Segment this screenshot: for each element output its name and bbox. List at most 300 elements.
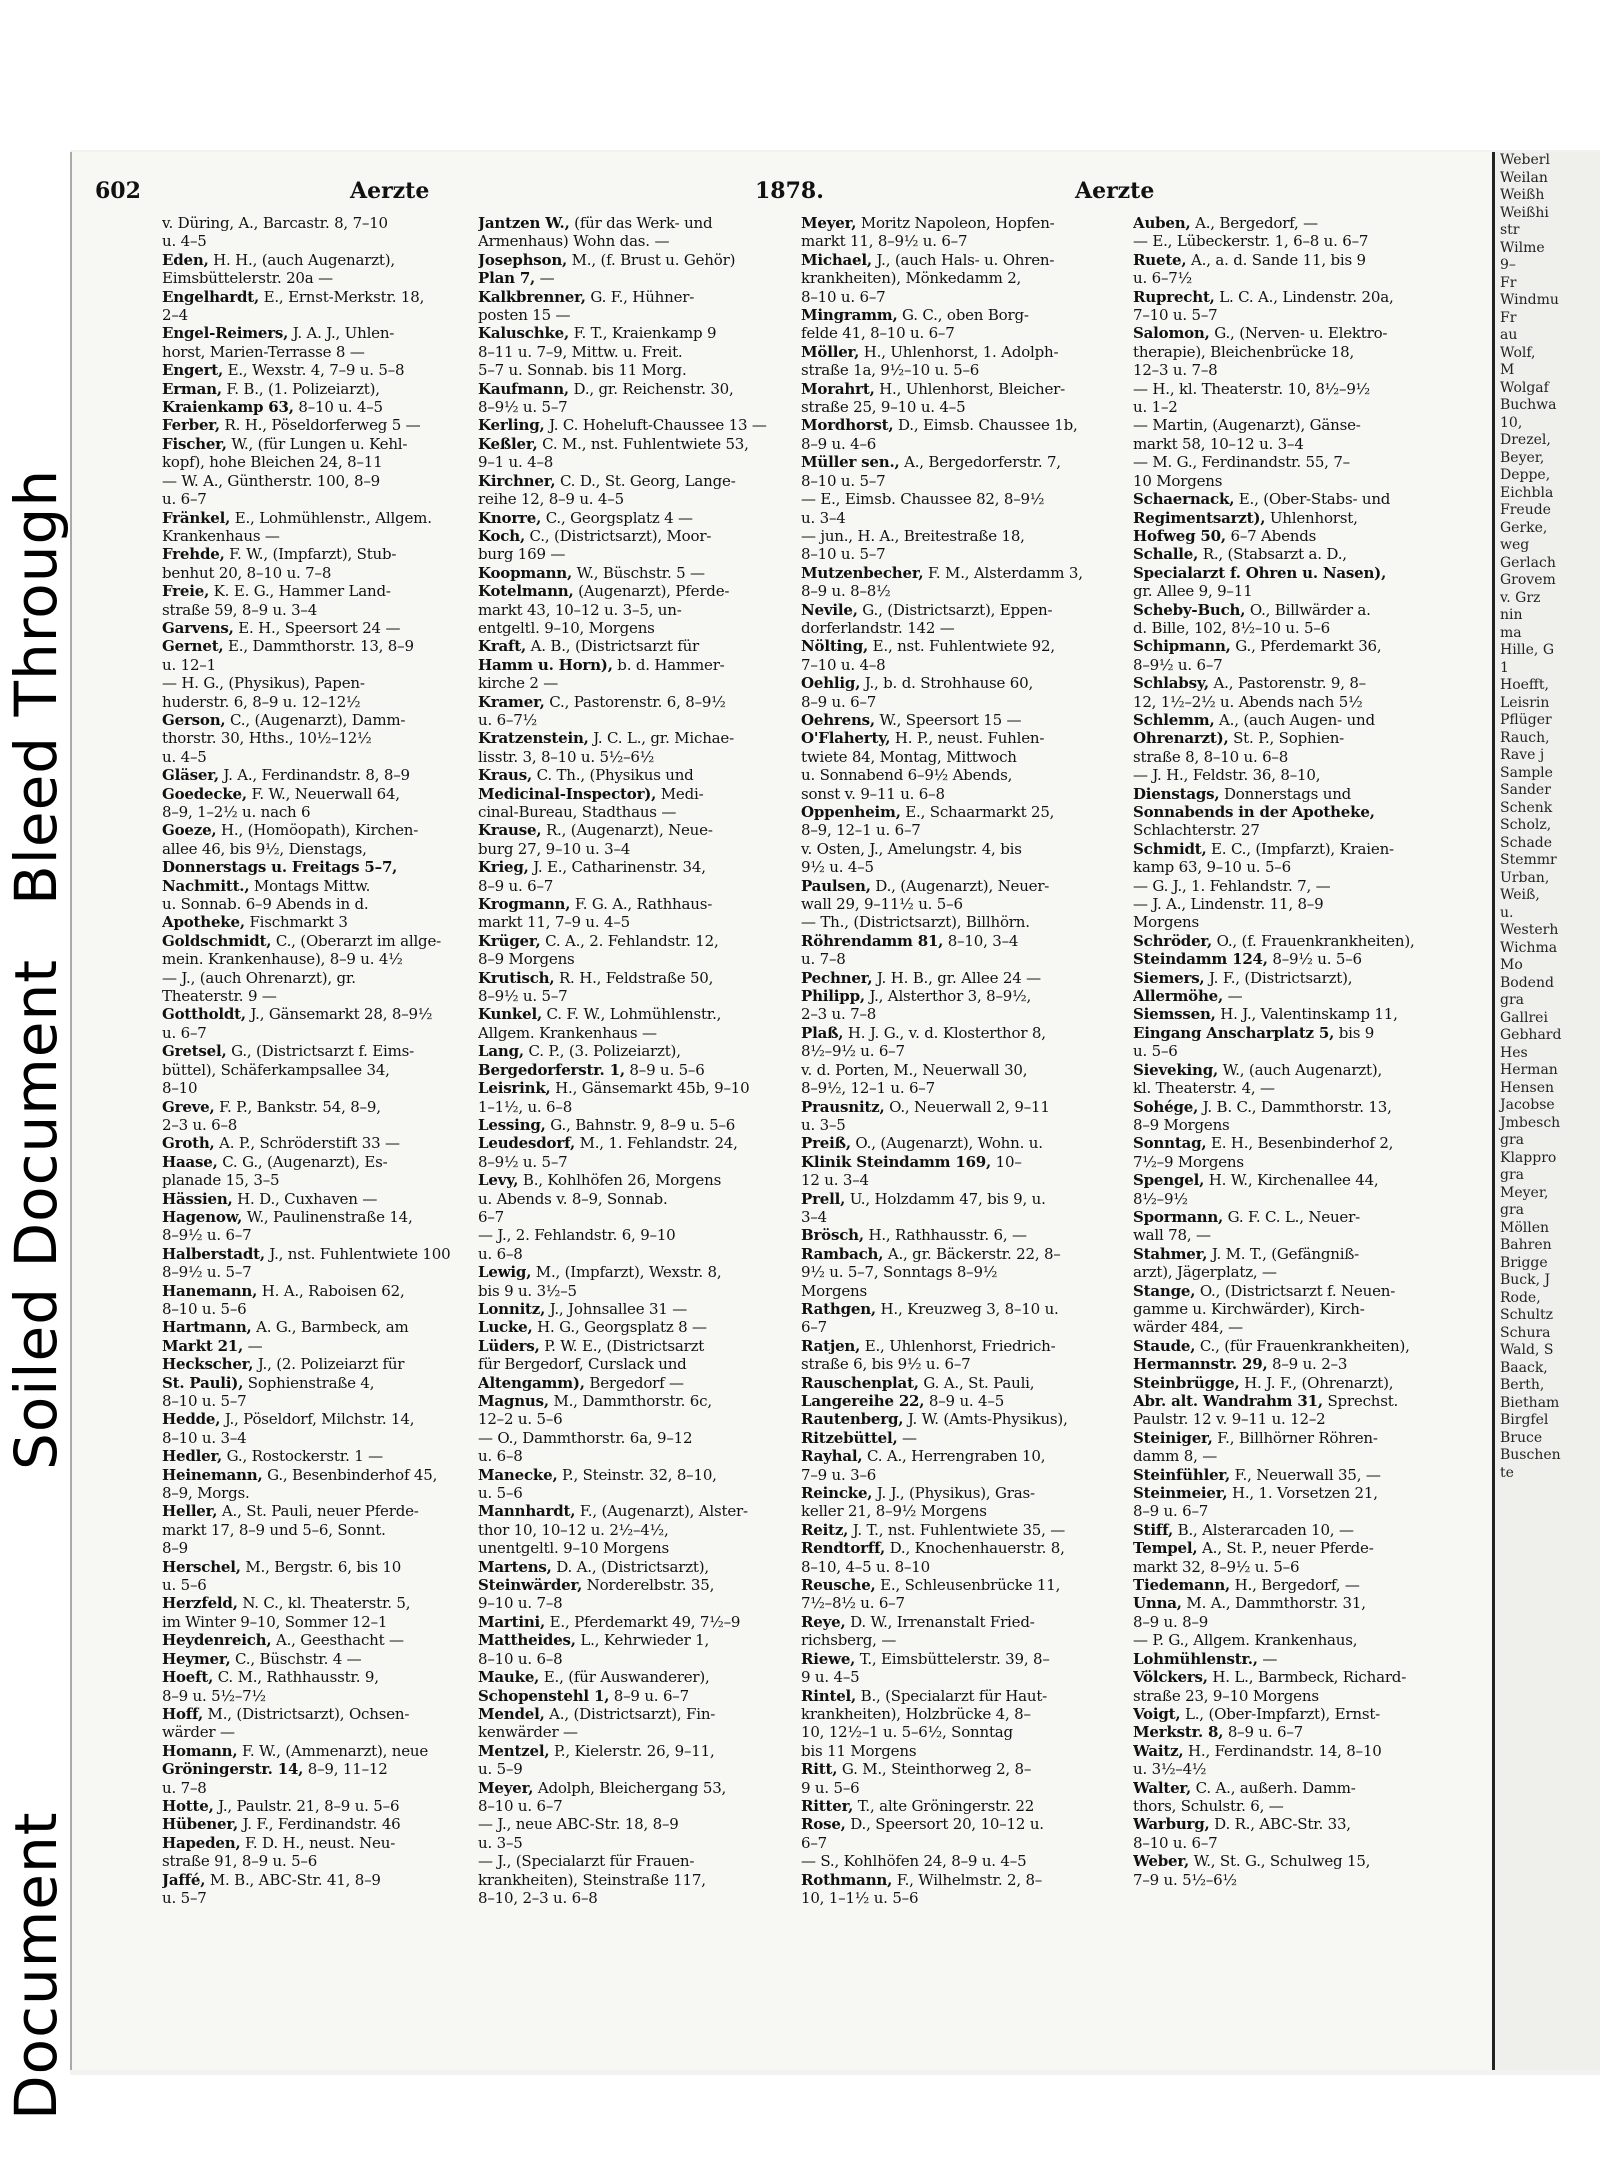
directory-entry-line: gr. Allee 9, 9–11 bbox=[1133, 582, 1253, 601]
adjacent-page-fragment: Schenk bbox=[1500, 799, 1553, 816]
directory-entry-line: Kerling, J. C. Hoheluft-Chaussee 13 — bbox=[478, 416, 767, 435]
directory-entry-line: Steinfühler, F., Neuerwall 35, — bbox=[1133, 1465, 1381, 1484]
directory-entry-line: Lucke, H. G., Georgsplatz 8 — bbox=[478, 1318, 707, 1337]
directory-entry-line: Meyer, Moritz Napoleon, Hopfen- bbox=[801, 214, 1055, 232]
directory-entry-line: 6–7 bbox=[801, 1318, 827, 1337]
directory-entry-line: u. Sonnabend 6–9½ Abends, bbox=[801, 766, 1013, 785]
directory-entry-line: Philipp, J., Alsterthor 3, 8–9½, bbox=[801, 987, 1032, 1006]
directory-entry-line: Medicinal-Inspector), Medi- bbox=[478, 784, 704, 803]
directory-entry-line: Ohrenarzt), St. P., Sophien- bbox=[1133, 729, 1345, 748]
directory-entry-line: Plan 7, — bbox=[478, 269, 555, 288]
directory-entry-line: Waitz, H., Ferdinandstr. 14, 8–10 bbox=[1133, 1741, 1382, 1760]
adjacent-page-fragment: Birgfel bbox=[1500, 1412, 1549, 1428]
directory-entry-line: Weber, W., St. G., Schulweg 15, bbox=[1133, 1852, 1371, 1871]
directory-entry-line: 7–10 u. 5–7 bbox=[1133, 306, 1218, 325]
directory-entry-line: Theaterstr. 9 — bbox=[162, 987, 277, 1006]
directory-entry-line: Steinmeier, H., 1. Vorsetzen 21, bbox=[1133, 1484, 1378, 1503]
directory-entry-line: Herschel, M., Bergstr. 6, bis 10 bbox=[162, 1557, 402, 1576]
directory-entry-line: 8–10 u. 5–7 bbox=[801, 545, 886, 564]
directory-entry-line: Sonntag, E. H., Besenbinderhof 2, bbox=[1133, 1134, 1394, 1153]
document-label: Document bbox=[2, 1811, 70, 2120]
directory-entry-line: Engelhardt, E., Ernst-Merkstr. 18, bbox=[162, 287, 425, 306]
directory-entry-line: Siemssen, H. J., Valentinskamp 11, bbox=[1133, 1005, 1398, 1024]
directory-entry-line: Ritzebüttel, — bbox=[801, 1428, 917, 1447]
directory-entry-line: Siemers, J. F., (Districtsarzt), bbox=[1133, 968, 1353, 987]
directory-entry-line: Heller, A., St. Pauli, neuer Pferde- bbox=[162, 1502, 419, 1521]
directory-entry-line: burg 27, 9–10 u. 3–4 bbox=[478, 839, 631, 858]
directory-entry-line: Allgem. Krankenhaus — bbox=[478, 1023, 657, 1042]
directory-entry-line: Gottholdt, J., Gänsemarkt 28, 8–9½ bbox=[162, 1005, 433, 1024]
directory-entry-line: Hässien, H. D., Cuxhaven — bbox=[162, 1189, 378, 1208]
directory-entry-line: Fränkel, E., Lohmühlenstr., Allgem. bbox=[162, 508, 432, 527]
directory-entry-line: u. 4–5 bbox=[162, 232, 207, 251]
directory-entry-line: markt 17, 8–9 und 5–6, Sonnt. bbox=[162, 1520, 386, 1539]
directory-entry-line: Regimentsarzt), Uhlenhorst, bbox=[1133, 508, 1358, 527]
directory-entry-line: Gröningerstr. 14, 8–9, 11–12 bbox=[162, 1760, 388, 1779]
directory-entry-line: keller 21, 8–9½ Morgens bbox=[801, 1502, 987, 1521]
directory-entry-line: — J., (Specialarzt für Frauen- bbox=[478, 1852, 695, 1871]
directory-entry-line: Steindamm 124, 8–9½ u. 5–6 bbox=[1133, 950, 1362, 969]
adjacent-page-fragment: 1 bbox=[1500, 659, 1509, 676]
directory-entry-line: markt 11, 8–9½ u. 6–7 bbox=[801, 232, 968, 251]
directory-entry-line: Hofweg 50, 6–7 Abends bbox=[1133, 526, 1317, 545]
directory-entry-line: Lohmühlenstr., — bbox=[1133, 1649, 1278, 1668]
directory-entry-line: — S., Kohlhöfen 24, 8–9 u. 4–5 bbox=[801, 1852, 1027, 1871]
directory-entry-line: 8–10, 4–5 u. 8–10 bbox=[801, 1557, 930, 1576]
directory-entry-line: Specialarzt f. Ohren u. Nasen), bbox=[1133, 563, 1387, 582]
directory-entry-line: Prausnitz, O., Neuerwall 2, 9–11 bbox=[801, 1097, 1050, 1116]
directory-entry-line: mein. Krankenhause), 8–9 u. 4½ bbox=[162, 950, 403, 969]
directory-entry-line: — jun., H. A., Breitestraße 18, bbox=[801, 526, 1025, 545]
directory-entry-line: Hartmann, A. G., Barmbeck, am bbox=[162, 1318, 409, 1337]
directory-entry-line: Hamm u. Horn), b. d. Hammer- bbox=[478, 655, 725, 674]
directory-entry-line: u. 1–2 bbox=[1133, 398, 1178, 417]
directory-entry-line: Lang, C. P., (3. Polizeiarzt), bbox=[478, 1042, 681, 1061]
directory-entry-line: 9–10 u. 7–8 bbox=[478, 1594, 563, 1613]
directory-entry-line: Martens, D. A., (Districtsarzt), bbox=[478, 1557, 709, 1576]
directory-entry-line: Nachmitt., Montags Mittw. bbox=[162, 876, 371, 895]
directory-entry-line: Gretsel, G., (Districtsarzt f. Eims- bbox=[162, 1042, 415, 1061]
directory-entry-line: Brösch, H., Rathhausstr. 6, — bbox=[801, 1226, 1027, 1245]
directory-entry-line: Kotelmann, (Augenarzt), Pferde- bbox=[478, 582, 730, 601]
directory-entry-line: 8–9½, 12–1 u. 6–7 bbox=[801, 1079, 935, 1098]
adjacent-page-fragment: Sample bbox=[1500, 764, 1553, 781]
directory-entry-line: Kraft, A. B., (Districtsarzt für bbox=[478, 637, 700, 656]
directory-entry-line: Freie, K. E. G., Hammer Land- bbox=[162, 582, 391, 601]
directory-entry-line: Merkstr. 8, 8–9 u. 6–7 bbox=[1133, 1723, 1303, 1742]
directory-entry-line: Stiff, B., Alsterarcaden 10, — bbox=[1133, 1520, 1354, 1539]
directory-entry-line: v. Düring, A., Barcastr. 8, 7–10 bbox=[162, 214, 388, 232]
directory-entry-line: Herzfeld, N. C., kl. Theaterstr. 5, bbox=[162, 1594, 411, 1613]
directory-entry-line: Krause, R., (Augenarzt), Neue- bbox=[478, 821, 713, 840]
directory-entry-line: Donnerstags u. Freitags 5–7, bbox=[162, 858, 398, 877]
directory-entry-line: 5–7 u. Sonnab. bis 11 Morg. bbox=[478, 361, 687, 380]
directory-entry-line: benhut 20, 8–10 u. 7–8 bbox=[162, 563, 332, 582]
directory-entry-line: Kunkel, C. F. W., Lohmühlenstr., bbox=[478, 1005, 722, 1024]
directory-entry-line: straße 23, 9–10 Morgens bbox=[1133, 1686, 1319, 1705]
directory-entry-line: 8–11 u. 7–9, Mittw. u. Freit. bbox=[478, 342, 683, 361]
header-title-left: Aerzte bbox=[350, 178, 430, 204]
directory-entry-line: Hanemann, H. A., Raboisen 62, bbox=[162, 1281, 405, 1300]
directory-entry-line: Ratjen, E., Uhlenhorst, Friedrich- bbox=[801, 1336, 1056, 1355]
directory-entry-line: büttel), Schäferkampsallee 34, bbox=[162, 1060, 390, 1079]
directory-entry-line: 8–9 u. 8–8½ bbox=[801, 582, 891, 601]
directory-entry-line: Morgens bbox=[1133, 913, 1199, 932]
adjacent-page-fragment: Gebhard bbox=[1500, 1027, 1562, 1043]
directory-entry-line: Spormann, G. F. C. L., Neuer- bbox=[1133, 1207, 1360, 1226]
directory-entry-line: u. 3–5 bbox=[801, 1115, 846, 1134]
adjacent-page-fragment: Schade bbox=[1500, 834, 1553, 851]
adjacent-page-fragment: Herman bbox=[1500, 1062, 1558, 1078]
adjacent-page-fragment: Rode, bbox=[1500, 1289, 1541, 1306]
directory-entry-line: Erman, F. B., (1. Polizeiarzt), bbox=[162, 379, 380, 398]
directory-entry-line: unentgeltl. 9–10 Morgens bbox=[478, 1539, 670, 1558]
directory-entry-line: Morgens bbox=[801, 1281, 867, 1300]
directory-entry-line: Pechner, J. H. B., gr. Allee 24 — bbox=[801, 968, 1041, 987]
directory-entry-line: St. Pauli), Sophienstraße 4, bbox=[162, 1373, 375, 1392]
adjacent-page-fragment: Buschen bbox=[1500, 1447, 1561, 1463]
directory-entry-line: 7½–9 Morgens bbox=[1133, 1152, 1244, 1171]
adjacent-page-fragment: Jacobse bbox=[1500, 1097, 1555, 1113]
directory-entry-line: Stahmer, J. M. T., (Gefängniß- bbox=[1133, 1244, 1360, 1263]
directory-entry-line: Völckers, H. L., Barmbeck, Richard- bbox=[1133, 1668, 1407, 1687]
directory-entry-line: Kaufmann, D., gr. Reichenstr. 30, bbox=[478, 379, 734, 398]
directory-entry-line: 9–1 u. 4–8 bbox=[478, 453, 554, 472]
directory-entry-line: Schlemm, A., (auch Augen- und bbox=[1133, 710, 1375, 729]
adjacent-page-fragment: Jmbesch bbox=[1500, 1114, 1561, 1131]
directory-entry-line: u. 6–7½ bbox=[478, 710, 537, 729]
adjacent-page-fragment: Hensen bbox=[1500, 1079, 1554, 1096]
directory-entry-line: Heckscher, J., (2. Polizeiarzt für bbox=[162, 1355, 405, 1374]
adjacent-page-fragment: Urban, bbox=[1500, 869, 1550, 886]
adjacent-page-fragment: Wichma bbox=[1500, 939, 1558, 956]
directory-entry-line: kl. Theaterstr. 4, — bbox=[1133, 1079, 1275, 1098]
adjacent-page-fragment: Möllen bbox=[1500, 1219, 1550, 1236]
directory-entry-line: wall 29, 9–11½ u. 5–6 bbox=[801, 895, 963, 914]
scan-top-margin bbox=[70, 0, 1600, 150]
directory-entry-line: Möller, H., Uhlenhorst, 1. Adolph- bbox=[801, 342, 1059, 361]
adjacent-page-fragment: Freude bbox=[1500, 502, 1551, 518]
directory-entry-line: — Th., (Districtsarzt), Billhörn. bbox=[801, 913, 1030, 932]
directory-entry-line: Engert, E., Wexstr. 4, 7–9 u. 5–8 bbox=[162, 361, 405, 380]
adjacent-page-fragment: Drezel, bbox=[1500, 432, 1551, 448]
directory-entry-line: Schaernack, E., (Ober-Stabs- und bbox=[1133, 490, 1391, 509]
directory-entry-line: — E., Lübeckerstr. 1, 6–8 u. 6–7 bbox=[1133, 232, 1369, 251]
directory-entry-line: Stange, O., (Districtsarzt f. Neuen- bbox=[1133, 1281, 1396, 1300]
directory-entry-line: Lessing, G., Bahnstr. 9, 8–9 u. 5–6 bbox=[478, 1115, 736, 1134]
directory-entry-line: Apotheke, Fischmarkt 3 bbox=[162, 913, 348, 932]
page-number: 602 bbox=[95, 178, 141, 204]
directory-entry-line: Jaffé, M. B., ABC-Str. 41, 8–9 bbox=[162, 1870, 381, 1889]
directory-entry-line: 8–9 u. 5½–7½ bbox=[162, 1686, 266, 1705]
directory-entry-line: 2–3 u. 7–8 bbox=[801, 1005, 877, 1024]
directory-entry-line: Hedler, G., Rostockerstr. 1 — bbox=[162, 1447, 383, 1466]
directory-entry-line: arzt), Jägerplatz, — bbox=[1133, 1263, 1277, 1282]
adjacent-page-fragment: Mo bbox=[1500, 957, 1523, 973]
directory-entry-line: Schmidt, E. C., (Impfarzt), Kraien- bbox=[1133, 839, 1394, 858]
directory-entry-line: Mauke, E., (für Auswanderer), bbox=[478, 1668, 710, 1687]
directory-entry-line: Ruprecht, L. C. A., Lindenstr. 20a, bbox=[1133, 287, 1394, 306]
adjacent-page-fragment: Buchwa bbox=[1500, 397, 1557, 413]
directory-entry-line: Heydenreich, A., Geesthacht — bbox=[162, 1631, 404, 1650]
soiled-document-label: Soiled Document bbox=[2, 959, 70, 1470]
directory-entry-line: 8–10, 2–3 u. 6–8 bbox=[478, 1888, 598, 1907]
directory-entry-line: 8–9 u. 6–7 bbox=[478, 876, 554, 895]
directory-entry-line: — J., (auch Ohrenarzt), gr. bbox=[162, 968, 356, 987]
directory-entry-line: Kaluschke, F. T., Kraienkamp 9 bbox=[478, 324, 717, 343]
directory-entry-line: — O., Dammthorstr. 6a, 9–12 bbox=[478, 1428, 693, 1447]
directory-entry-line: Koch, C., (Districtsarzt), Moor- bbox=[478, 526, 712, 545]
directory-entry-line: Mingramm, G. C., oben Borg- bbox=[801, 306, 1029, 325]
directory-entry-line: sonst v. 9–11 u. 6–8 bbox=[801, 784, 945, 803]
directory-entry-line: reihe 12, 8–9 u. 4–5 bbox=[478, 490, 624, 509]
directory-entry-line: Altengamm), Bergedorf — bbox=[478, 1373, 684, 1392]
directory-entry-line: Reye, D. W., Irrenanstalt Fried- bbox=[801, 1612, 1035, 1631]
page-header bbox=[95, 178, 1155, 208]
directory-entry-line: krankheiten), Mönkedamm 2, bbox=[801, 269, 1022, 288]
directory-entry-line: 8–9 u. 8–9 bbox=[1133, 1612, 1209, 1631]
directory-entry-line: u. 6–7½ bbox=[1133, 269, 1192, 288]
directory-entry-line: Hagenow, W., Paulinenstraße 14, bbox=[162, 1207, 413, 1226]
directory-entry-line: 9 u. 5–6 bbox=[801, 1778, 860, 1797]
directory-entry-line: u. 3½–4½ bbox=[1133, 1760, 1207, 1779]
directory-entry-line: markt 58, 10–12 u. 3–4 bbox=[1133, 434, 1304, 453]
directory-entry-line: straße 6, bis 9½ u. 6–7 bbox=[801, 1355, 971, 1374]
adjacent-page-fragment: 10, bbox=[1500, 414, 1523, 431]
adjacent-page-fragment: Westerh bbox=[1500, 922, 1559, 938]
directory-entry-line: straße 91, 8–9 u. 5–6 bbox=[162, 1852, 318, 1871]
directory-entry-line: Ritt, G. M., Steinthorweg 2, 8– bbox=[801, 1760, 1032, 1779]
directory-entry-line: Langereihe 22, 8–9 u. 4–5 bbox=[801, 1392, 1005, 1410]
directory-entry-line: Eingang Anscharplatz 5, bis 9 bbox=[1133, 1023, 1375, 1042]
directory-entry-line: Keßler, C. M., nst. Fuhlentwiete 53, bbox=[478, 434, 749, 453]
directory-entry-line: 8–10 u. 3–4 bbox=[162, 1428, 247, 1447]
header-title-right: Aerzte bbox=[1075, 178, 1155, 204]
directory-entry-line: Preiß, O., (Augenarzt), Wohn. u. bbox=[801, 1134, 1043, 1153]
directory-entry-line: Levy, B., Kohlhöfen 26, Morgens bbox=[478, 1171, 722, 1190]
directory-entry-line: 8–9 u. 6–7 bbox=[801, 692, 877, 711]
directory-entry-line: Homann, F. W., (Ammenarzt), neue bbox=[162, 1741, 429, 1760]
directory-entry-line: Leisrink, H., Gänsemarkt 45b, 9–10 bbox=[478, 1079, 750, 1098]
directory-entry-line: Reitz, J. T., nst. Fuhlentwiete 35, — bbox=[801, 1520, 1066, 1539]
directory-entry-line: 8–10 bbox=[162, 1079, 198, 1098]
directory-entry-line: 9½ u. 4–5 bbox=[801, 858, 874, 877]
directory-entry-line: richsberg, — bbox=[801, 1631, 897, 1650]
directory-entry-line: Krieg, J. E., Catharinenstr. 34, bbox=[478, 858, 706, 877]
directory-entry-line: Dienstags, Donnerstags und bbox=[1133, 784, 1352, 803]
adjacent-page-fragment: Baack, bbox=[1500, 1359, 1548, 1376]
directory-entry-line: 7½–8½ u. 6–7 bbox=[801, 1594, 905, 1613]
directory-entry-line: — J., neue ABC-Str. 18, 8–9 bbox=[478, 1815, 679, 1834]
directory-entry-line: 8–10 u. 6–7 bbox=[801, 287, 886, 306]
directory-entry-line: Unna, M. A., Dammthorstr. 31, bbox=[1133, 1594, 1366, 1613]
directory-entry-line: Kramer, C., Pastorenstr. 6, 8–9½ bbox=[478, 692, 726, 711]
directory-entry-line: bis 9 u. 3½–5 bbox=[478, 1281, 577, 1300]
directory-entry-line: u. 3–5 bbox=[478, 1833, 523, 1852]
adjacent-page-fragment: Windmu bbox=[1500, 292, 1559, 308]
adjacent-page-fragment: Stemmr bbox=[1500, 852, 1557, 868]
directory-entry-line: 8–9½ u. 5–7 bbox=[478, 1152, 568, 1171]
directory-entry-line: wärder — bbox=[162, 1723, 235, 1742]
directory-entry-line: — G. J., 1. Fehlandstr. 7, — bbox=[1133, 876, 1331, 895]
directory-entry-line: Oehrens, W., Speersort 15 — bbox=[801, 710, 1022, 729]
directory-entry-line: Kraienkamp 63, 8–10 u. 4–5 bbox=[162, 398, 383, 417]
directory-entry-line: Allermöhe, — bbox=[1133, 987, 1243, 1006]
directory-entry-line: u. 3–4 bbox=[801, 508, 846, 527]
directory-entry-line: Sonnabends in der Apotheke, bbox=[1133, 803, 1375, 821]
directory-entry-line: 7–10 u. 4–8 bbox=[801, 655, 886, 674]
adjacent-page-fragment: Wald, S bbox=[1500, 1342, 1554, 1358]
directory-entry-line: burg 169 — bbox=[478, 545, 566, 564]
directory-entry-line: wärder 484, — bbox=[1133, 1318, 1243, 1337]
directory-entry-line: Abr. alt. Wandrahm 31, Sprechst. bbox=[1133, 1392, 1399, 1410]
directory-entry-line: thorstr. 30, Hths., 10½–12½ bbox=[162, 729, 372, 748]
directory-entry-line: felde 41, 8–10 u. 6–7 bbox=[801, 324, 955, 343]
directory-entry-line: Mattheides, L., Kehrwieder 1, bbox=[478, 1631, 710, 1650]
directory-entry-line: Hoeft, C. M., Rathhausstr. 9, bbox=[162, 1668, 379, 1687]
adjacent-page-fragment: Buck, J bbox=[1500, 1272, 1551, 1288]
directory-entry-line: Hedde, J., Pöseldorf, Milchstr. 14, bbox=[162, 1410, 415, 1429]
directory-entry-line: 7–9 u. 3–6 bbox=[801, 1465, 877, 1484]
directory-entry-line: Hermannstr. 29, 8–9 u. 2–3 bbox=[1133, 1355, 1348, 1374]
directory-entry-line: Hotte, J., Paulstr. 21, 8–9 u. 5–6 bbox=[162, 1796, 400, 1815]
directory-entry-line: Sohége, J. B. C., Dammthorstr. 13, bbox=[1133, 1097, 1392, 1116]
directory-entry-line: kamp 63, 9–10 u. 5–6 bbox=[1133, 858, 1291, 877]
directory-entry-line: Sieveking, W., (auch Augenarzt), bbox=[1133, 1060, 1383, 1079]
directory-entry-line: Eden, H. H., (auch Augenarzt), bbox=[162, 250, 395, 269]
adjacent-page-fragment: Eichbla bbox=[1500, 484, 1554, 501]
directory-entry-line: Koopmann, W., Büschstr. 5 — bbox=[478, 563, 705, 582]
directory-column-3 bbox=[801, 214, 1101, 2064]
adjacent-page-fragment: gra bbox=[1500, 1202, 1525, 1218]
directory-entry-line: Rauschenplat, G. A., St. Pauli, bbox=[801, 1373, 1035, 1392]
directory-entry-line: Heymer, C., Büschstr. 4 — bbox=[162, 1649, 362, 1668]
directory-entry-line: Krankenhaus — bbox=[162, 526, 280, 545]
directory-entry-line: Ruete, A., a. d. Sande 11, bis 9 bbox=[1133, 250, 1366, 269]
directory-entry-line: Ritter, T., alte Gröningerstr. 22 bbox=[801, 1796, 1035, 1815]
adjacent-page-fragment: gra bbox=[1500, 992, 1525, 1008]
directory-entry-line: 7–9 u. 5½–6½ bbox=[1133, 1870, 1237, 1889]
adjacent-page-fragment: Gallrei bbox=[1500, 1009, 1548, 1026]
directory-entry-line: bis 11 Morgens bbox=[801, 1741, 917, 1760]
directory-entry-line: Staude, C., (für Frauenkrankheiten), bbox=[1133, 1336, 1410, 1355]
directory-entry-line: — J. A., Lindenstr. 11, 8–9 bbox=[1133, 895, 1324, 914]
directory-entry-line: thors, Schulstr. 6, — bbox=[1133, 1796, 1284, 1815]
directory-entry-line: v. d. Porten, M., Neuerwall 30, bbox=[801, 1060, 1028, 1079]
directory-entry-line: Paulstr. 12 v. 9–11 u. 12–2 bbox=[1133, 1410, 1326, 1429]
directory-entry-line: u. 6–7 bbox=[162, 1023, 207, 1042]
directory-entry-line: Krutisch, R. H., Feldstraße 50, bbox=[478, 968, 714, 987]
directory-entry-line: u. 5–7 bbox=[162, 1888, 207, 1907]
adjacent-page-fragment: Wilme bbox=[1500, 239, 1545, 256]
directory-entry-line: Paulsen, D., (Augenarzt), Neuer- bbox=[801, 876, 1050, 895]
directory-entry-line: Lonnitz, J., Johnsallee 31 — bbox=[478, 1299, 688, 1318]
directory-entry-line: Reincke, J. J., (Physikus), Gras- bbox=[801, 1484, 1035, 1503]
directory-entry-line: 8–9, 12–1 u. 6–7 bbox=[801, 821, 921, 840]
directory-entry-line: Oehlig, J., b. d. Strohhause 60, bbox=[801, 674, 1034, 693]
directory-entry-line: Rambach, A., gr. Bäckerstr. 22, 8– bbox=[801, 1244, 1061, 1263]
directory-entry-line: cinal-Bureau, Stadthaus — bbox=[478, 803, 677, 821]
directory-entry-line: 8–9 Morgens bbox=[478, 950, 575, 969]
adjacent-page-fragment: Hoefft, bbox=[1500, 677, 1549, 693]
directory-entry-line: Manecke, P., Steinstr. 32, 8–10, bbox=[478, 1465, 717, 1484]
adjacent-page-fragment: str bbox=[1500, 222, 1520, 238]
directory-entry-line: 8–9, Morgs. bbox=[162, 1484, 250, 1503]
directory-entry-line: Walter, C. A., außerh. Damm- bbox=[1133, 1778, 1356, 1797]
directory-entry-line: Rautenberg, J. W. (Amts-Physikus), bbox=[801, 1410, 1068, 1429]
adjacent-page-fragment: Hes bbox=[1500, 1044, 1528, 1061]
directory-entry-line: Nevile, G., (Districtsarzt), Eppen- bbox=[801, 600, 1053, 619]
directory-entry-line: Magnus, M., Dammthorstr. 6c, bbox=[478, 1392, 712, 1410]
directory-entry-line: Steinbrügge, H. J. F., (Ohrenarzt), bbox=[1133, 1373, 1394, 1392]
directory-entry-line: Voigt, L., (Ober-Impfarzt), Ernst- bbox=[1133, 1704, 1381, 1723]
adjacent-page-fragment: Hille, G bbox=[1500, 642, 1555, 658]
directory-entry-line: 8–9½ u. 6–7 bbox=[162, 1226, 252, 1245]
directory-entry-line: 6–7 bbox=[478, 1207, 504, 1226]
directory-entry-line: u. Sonnab. 6–9 Abends in d. bbox=[162, 895, 369, 914]
adjacent-page-fragment: te bbox=[1500, 1464, 1514, 1481]
directory-entry-line: — H. G., (Physikus), Papen- bbox=[162, 674, 365, 693]
bleed-through-label: Bleed Through bbox=[2, 468, 70, 905]
adjacent-page-fragment: Klappro bbox=[1500, 1149, 1557, 1166]
directory-entry-line: Mentzel, P., Kielerstr. 26, 9–11, bbox=[478, 1741, 715, 1760]
directory-entry-line: markt 32, 8–9½ u. 5–6 bbox=[1133, 1557, 1300, 1576]
directory-entry-line: 6–7 bbox=[801, 1833, 827, 1852]
directory-entry-line: krankheiten), Steinstraße 117, bbox=[478, 1870, 706, 1889]
directory-entry-line: Mutzenbecher, F. M., Alsterdamm 3, bbox=[801, 563, 1083, 582]
directory-entry-line: horst, Marien-Terrasse 8 — bbox=[162, 342, 365, 361]
directory-entry-line: Schröder, O., (f. Frauenkrankheiten), bbox=[1133, 931, 1415, 950]
adjacent-page-fragment: Leisrin bbox=[1500, 694, 1550, 711]
directory-entry-line: kirche 2 — bbox=[478, 674, 559, 693]
directory-entry-line: 8–10 u. 5–7 bbox=[162, 1392, 247, 1410]
directory-entry-line: Fischer, W., (für Lungen u. Kehl- bbox=[162, 434, 408, 453]
directory-entry-line: straße 8, 8–10 u. 6–8 bbox=[1133, 747, 1289, 766]
adjacent-page-fragment: 9– bbox=[1500, 257, 1516, 273]
directory-entry-line: Goeze, H., (Homöopath), Kirchen- bbox=[162, 821, 419, 840]
directory-entry-line: Morahrt, H., Uhlenhorst, Bleicher- bbox=[801, 379, 1065, 398]
directory-entry-line: u. 7–8 bbox=[801, 950, 846, 969]
directory-entry-line: u. 4–5 bbox=[162, 747, 207, 766]
adjacent-page-fragment: Fr bbox=[1500, 274, 1517, 291]
directory-entry-line: huderstr. 6, 8–9 u. 12–12½ bbox=[162, 692, 361, 711]
directory-entry-line: 9½ u. 5–7, Sonntags 8–9½ bbox=[801, 1263, 998, 1282]
directory-entry-line: Hapeden, F. D. H., neust. Neu- bbox=[162, 1833, 396, 1852]
directory-entry-line: Halberstadt, J., nst. Fuhlentwiete 100 bbox=[162, 1244, 451, 1263]
directory-entry-line: Rendtorff, D., Knochenhauerstr. 8, bbox=[801, 1539, 1065, 1558]
directory-entry-line: Greve, F. P., Bankstr. 54, 8–9, bbox=[162, 1097, 381, 1116]
directory-entry-line: twiete 84, Montag, Mittwoch bbox=[801, 747, 1017, 766]
adjacent-page-fragment: v. Grz bbox=[1500, 589, 1541, 606]
directory-entry-line: Kirchner, C. D., St. Georg, Lange- bbox=[478, 471, 736, 490]
directory-entry-line: Kraus, C. Th., (Physikus und bbox=[478, 766, 694, 785]
directory-entry-line: 8–9½ u. 5–7 bbox=[478, 398, 568, 417]
directory-entry-line: Knorre, C., Georgsplatz 4 — bbox=[478, 508, 693, 527]
directory-entry-line: Tiedemann, H., Bergedorf, — bbox=[1133, 1576, 1360, 1595]
directory-entry-line: 8–10 u. 6–7 bbox=[478, 1796, 563, 1815]
directory-entry-line: 8–9½ u. 5–7 bbox=[162, 1263, 252, 1282]
directory-entry-line: Rintel, B., (Specialarzt für Haut- bbox=[801, 1686, 1048, 1705]
directory-entry-line: wall 78, — bbox=[1133, 1226, 1211, 1245]
directory-entry-line: damm 8, — bbox=[1133, 1447, 1218, 1466]
adjacent-page-fragment: Weiß, bbox=[1500, 887, 1540, 903]
directory-entry-line: markt 43, 10–12 u. 3–5, un- bbox=[478, 600, 682, 619]
directory-entry-line: u. 6–8 bbox=[478, 1244, 523, 1263]
directory-entry-line: markt 11, 7–9 u. 4–5 bbox=[478, 913, 630, 932]
adjacent-page-fragment: Meyer, bbox=[1500, 1184, 1549, 1201]
directory-entry-line: 8–9 bbox=[162, 1539, 188, 1558]
directory-entry-line: 12–3 u. 7–8 bbox=[1133, 361, 1218, 380]
